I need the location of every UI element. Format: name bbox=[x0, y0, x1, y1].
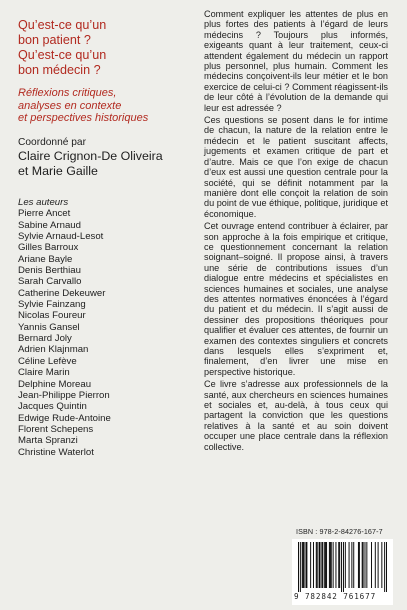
editors bbox=[18, 149, 196, 178]
barcode-bar bbox=[365, 542, 366, 588]
barcode-bar bbox=[313, 542, 314, 588]
barcode-bar bbox=[329, 542, 330, 588]
author-item: Bernard Joly bbox=[18, 333, 72, 345]
barcode-bar bbox=[321, 542, 322, 588]
author-item: Edwige Rude-Antoine bbox=[18, 412, 111, 424]
barcode-bar bbox=[326, 542, 327, 588]
author-item: Delphine Moreau bbox=[18, 378, 92, 390]
author-item: Sylvie Arnaud-Lesot bbox=[18, 231, 104, 243]
barcode-bar bbox=[305, 542, 306, 588]
barcode-bar bbox=[384, 542, 385, 592]
authors-heading: Les auteurs bbox=[18, 197, 69, 208]
author-item: Sabine Arnaud bbox=[18, 219, 81, 231]
barcode-bar bbox=[325, 542, 326, 588]
barcode-bar bbox=[381, 542, 382, 588]
author-item: Claire Marin bbox=[18, 367, 70, 379]
author-item: Pierre Ancet bbox=[18, 208, 71, 220]
coordination-label: Coordonné par bbox=[18, 136, 86, 148]
barcode-bar bbox=[345, 542, 346, 588]
author-item: Sylvie Fainzang bbox=[18, 299, 86, 311]
left-column bbox=[18, 18, 196, 458]
title-line: bon médecin ? bbox=[18, 63, 101, 77]
barcode-bar bbox=[333, 542, 334, 588]
barcode-bar bbox=[343, 542, 344, 592]
barcode-bar bbox=[310, 542, 311, 588]
barcode-bar bbox=[366, 542, 367, 588]
title-line: Qu’est-ce qu’un bbox=[18, 18, 107, 32]
barcode-bar bbox=[300, 542, 301, 592]
author-item: Gilles Barroux bbox=[18, 242, 79, 254]
barcode-bar bbox=[375, 542, 376, 588]
subtitle-line: et perspectives historiques bbox=[18, 112, 149, 124]
barcode-bar bbox=[331, 542, 332, 588]
barcode-bar bbox=[335, 542, 336, 588]
title-line: Qu’est-ce qu’un bbox=[18, 48, 107, 62]
barcode-bar bbox=[371, 542, 372, 588]
barcode-bar bbox=[338, 542, 339, 588]
barcode-bar bbox=[386, 542, 387, 592]
barcode-bar bbox=[351, 542, 352, 588]
back-cover-text bbox=[204, 9, 388, 454]
barcode-bar bbox=[363, 542, 364, 588]
book-title bbox=[18, 18, 196, 78]
barcode-bar bbox=[359, 542, 360, 588]
barcode-bar bbox=[341, 542, 342, 592]
barcode-bar bbox=[306, 542, 307, 588]
barcode-bars bbox=[298, 542, 387, 592]
authors-list bbox=[18, 208, 196, 458]
barcode-bar bbox=[303, 542, 304, 588]
book-subtitle bbox=[18, 87, 196, 125]
barcode-bar bbox=[304, 542, 305, 588]
author-item: Catherine Dekeuwer bbox=[18, 287, 106, 299]
paragraph: Ces questions se posent dans le for intime de chacun, la nature de la relation entre le médecin et le patient suscitant affects, jugements et examen critique de part et d’autre. Mais ce que l’on exige de chacun d’eux est aussi une question centrale pour la société, qui se définit notamment par la manière dont elle conçoit la relation de soin du point de vue éthique, politique, juridique et économique. bbox=[204, 115, 388, 219]
author-item: Céline Lefève bbox=[18, 355, 77, 367]
barcode-bar bbox=[322, 542, 323, 588]
author-item: Denis Berthiau bbox=[18, 265, 81, 277]
subtitle-line: Réflexions critiques, bbox=[18, 87, 117, 99]
barcode-digits: 9 782842 761677 bbox=[294, 592, 377, 601]
author-item: Jean-Philippe Pierron bbox=[18, 389, 110, 401]
author-item: Yannis Gansel bbox=[18, 321, 80, 333]
author-item: Marta Spranzi bbox=[18, 435, 78, 447]
author-item: Sarah Carvallo bbox=[18, 276, 82, 288]
author-item: Florent Schepens bbox=[18, 423, 94, 435]
author-item: Ariane Bayle bbox=[18, 253, 73, 265]
barcode-bar bbox=[349, 542, 350, 588]
barcode-bar bbox=[362, 542, 363, 588]
barcode-bar bbox=[298, 542, 299, 592]
barcode-bar bbox=[324, 542, 325, 588]
author-item: Jacques Quintin bbox=[18, 401, 87, 413]
barcode-bar bbox=[317, 542, 318, 588]
barcode-bar bbox=[316, 542, 317, 588]
authors-block bbox=[18, 197, 196, 458]
paragraph: Ce livre s’adresse aux professionnels de la santé, aux chercheurs en sciences humaines et sociales et, au-delà, à tous ceux qui partagent la conviction que les questions relatives à la santé et au soin doivent occuper une place centrale dans la réflexion collective. bbox=[204, 379, 388, 452]
barcode-bar bbox=[302, 542, 303, 588]
author-item: Nicolas Foureur bbox=[18, 310, 86, 322]
isbn-label: ISBN : 978-2-84276-167-7 bbox=[296, 527, 383, 536]
barcode bbox=[292, 539, 393, 605]
barcode-bar bbox=[353, 542, 354, 588]
editor-name: Claire Crignon-De Oliveira bbox=[18, 149, 163, 163]
editor-name: et Marie Gaille bbox=[18, 163, 98, 178]
paragraph: Cet ouvrage entend contribuer à éclairer, par son approche à la fois empirique et critique, ce questionnement concernant la relation soignant–soigné. Il propose ainsi, à travers une série de contributions issues d’un dialogue entre médecins et spécialistes en sciences humaines et sociales, une analyse des attentes normatives énoncées à l’égard du patient et du médecin. Il s’agit aussi de dessiner des propositions théoriques pour qualifier et évaluer ces attentes, de fournir un examen des contextes singuliers et concrets dans lesquels elles s’expriment et, finalement, d’en livrer une mise en perspective historique. bbox=[204, 221, 388, 377]
author-item: Christine Waterlot bbox=[18, 446, 94, 458]
barcode-bar bbox=[358, 542, 359, 588]
barcode-bar bbox=[319, 542, 320, 588]
title-line: bon patient ? bbox=[18, 33, 91, 47]
barcode-bar bbox=[330, 542, 331, 588]
barcode-bar bbox=[339, 542, 340, 588]
subtitle-line: analyses en contexte bbox=[18, 99, 122, 112]
barcode-bar bbox=[320, 542, 321, 588]
paragraph: Comment expliquer les attentes de plus en plus fortes des patients à l’égard de leurs médecins ? Toujours plus informés, exigeants quant à leur traitement, ceux-ci attendent également du médecin un rapport plus personnel, plus humain. Comment les médecins conçoivent-ils leur métier et le bon exercice de celui-ci ? Comment réagissent-ils de leur côté à l’évolution de la demande qui leur est adressée ? bbox=[204, 9, 388, 113]
barcode-bar bbox=[378, 542, 379, 588]
author-item: Adrien Klajnman bbox=[18, 344, 89, 356]
